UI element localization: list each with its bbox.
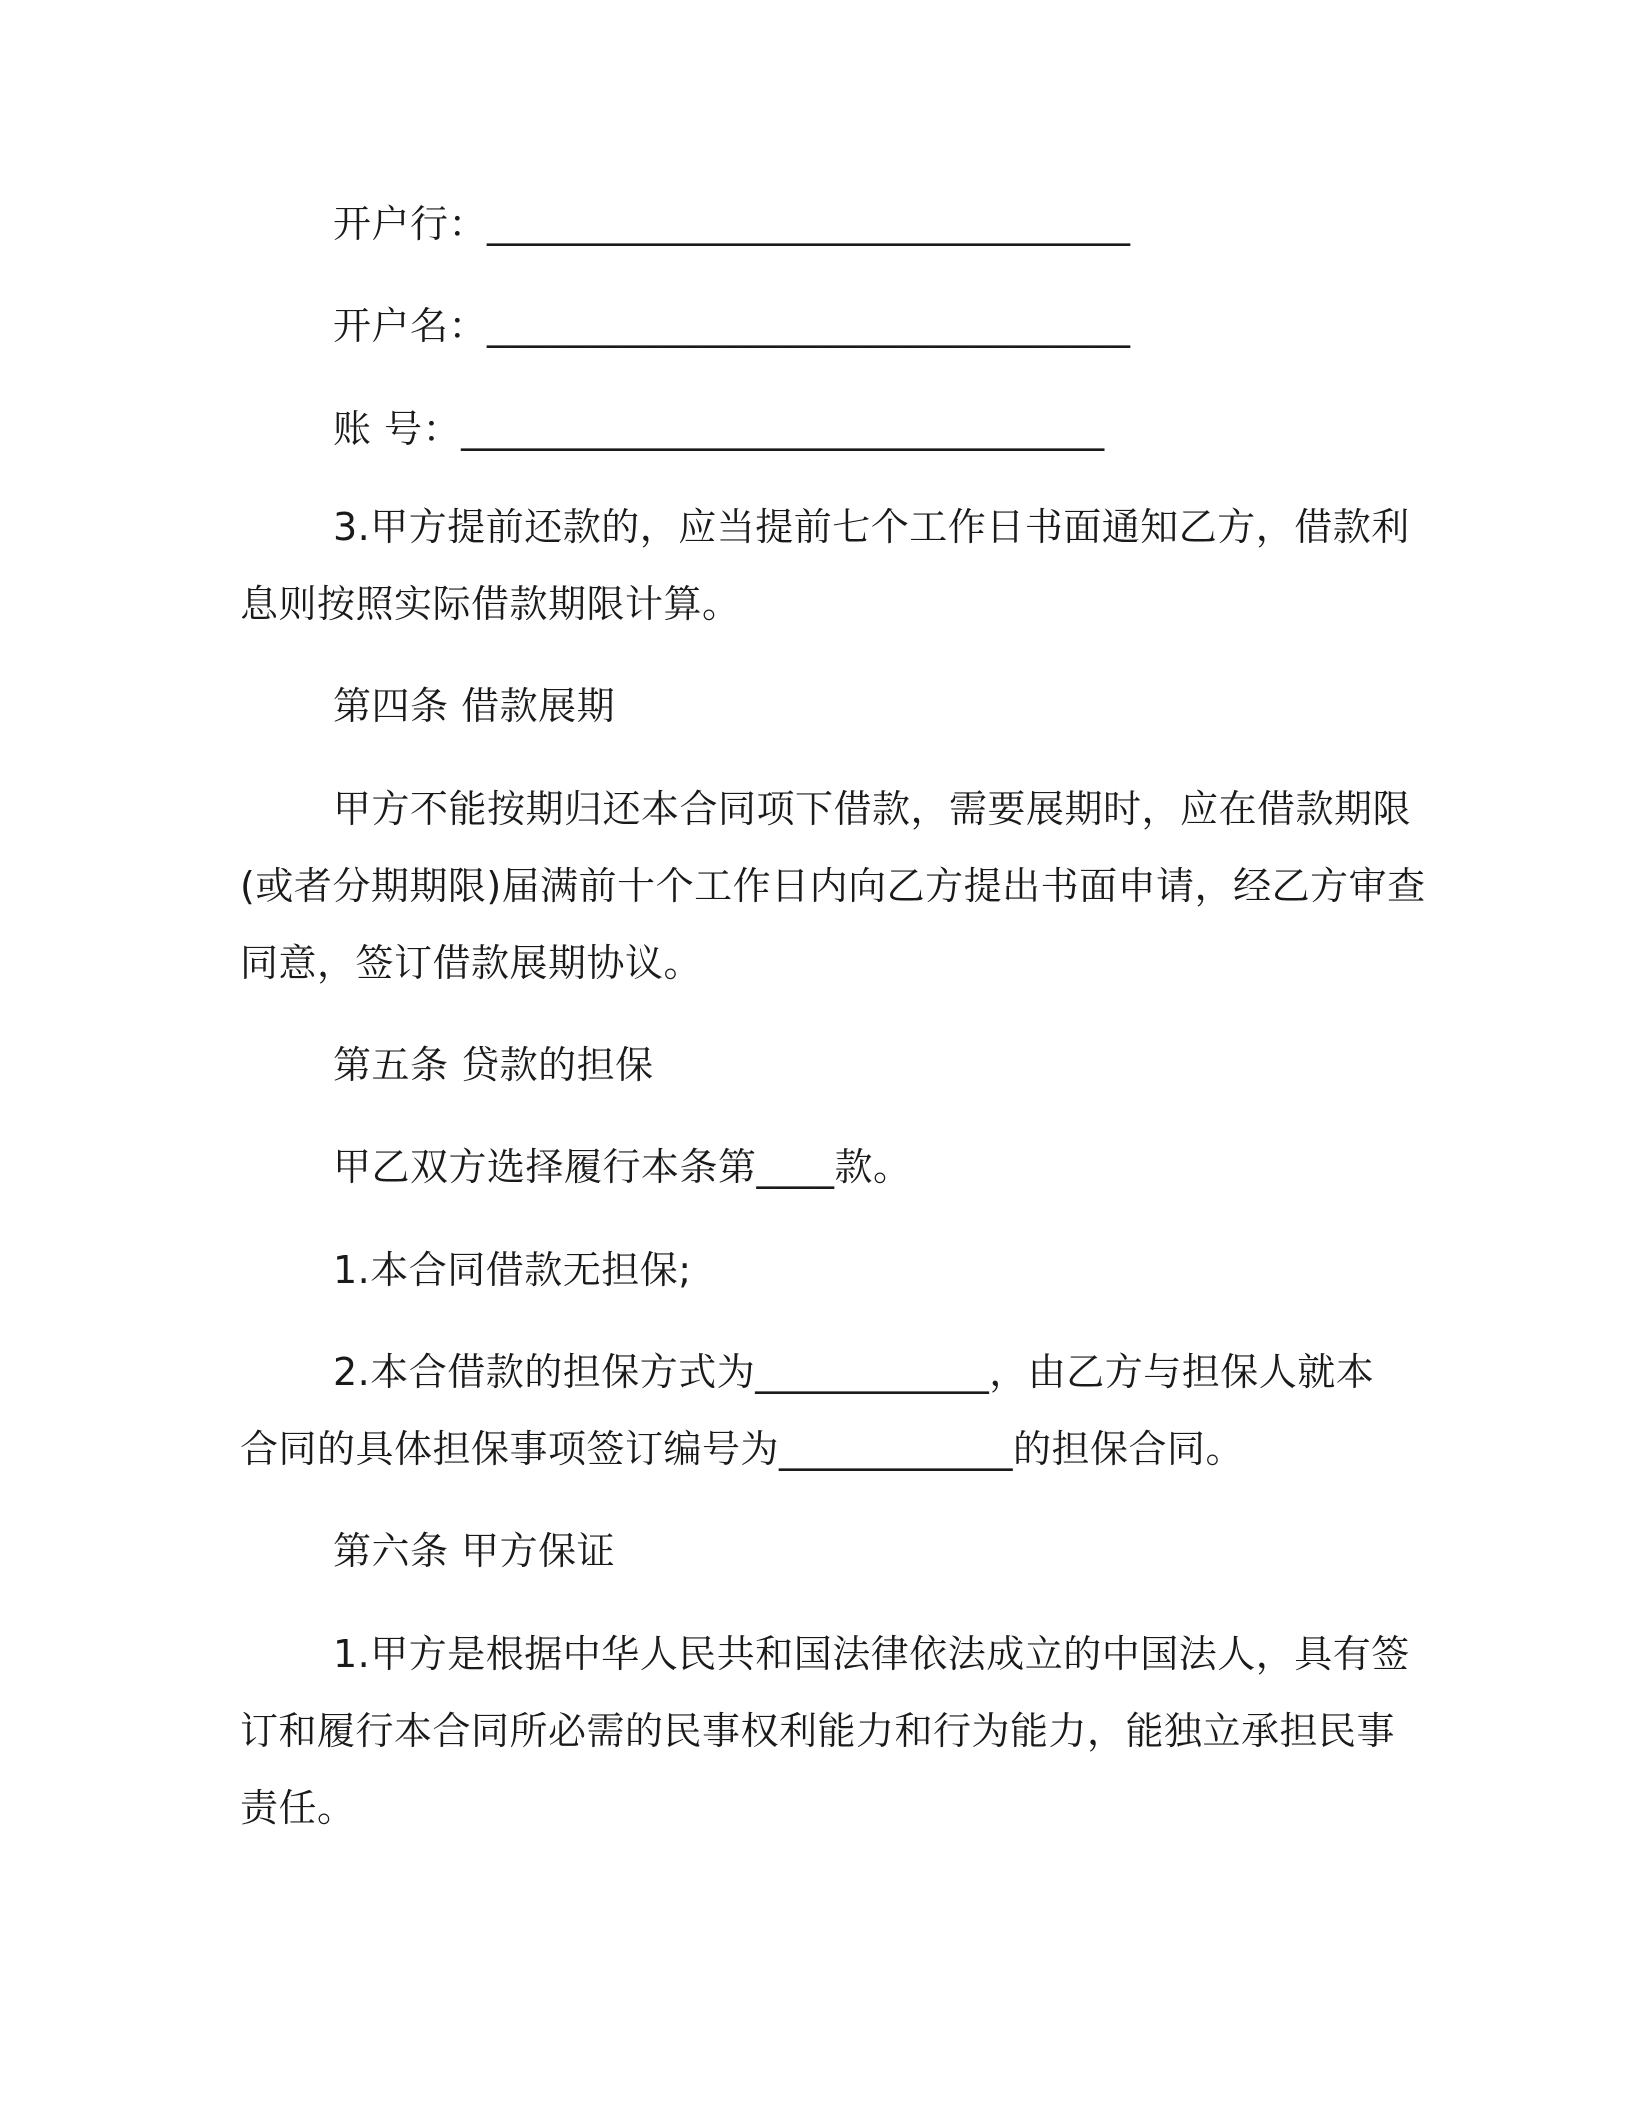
article6-item1-line3: 责任。 [240, 1786, 356, 1830]
account-name-field: 开户名：_________________________________ [333, 304, 1131, 348]
article5-choice: 甲乙双方选择履行本条第____款。 [333, 1145, 912, 1189]
clause3-line1: 3.甲方提前还款的，应当提前七个工作日书面通知乙方，借款利 [333, 505, 1410, 549]
article6-item1-line2: 订和履行本合同所必需的民事权利能力和行为能力，能独立承担民事 [240, 1709, 1396, 1753]
clause3-line2: 息则按照实际借款期限计算。 [240, 582, 741, 626]
article5-option1: 1.本合同借款无担保; [333, 1248, 692, 1292]
article4-line2: (或者分期期限)届满前十个工作日内向乙方提出书面申请，经乙方审查 [240, 864, 1426, 908]
bank-field: 开户行：_________________________________ [333, 202, 1131, 246]
article5-option2-line1: 2.本合借款的担保方式为____________，由乙方与担保人就本 [333, 1350, 1375, 1394]
article6-heading: 第六条 甲方保证 [333, 1529, 616, 1573]
article6-item1-line1: 1.甲方是根据中华人民共和国法律依法成立的中国法人，具有签 [333, 1632, 1410, 1676]
article4-line3: 同意，签订借款展期协议。 [240, 941, 703, 985]
article5-heading: 第五条 贷款的担保 [333, 1043, 654, 1087]
article4-heading: 第四条 借款展期 [333, 684, 616, 728]
article4-line1: 甲方不能按期归还本合同项下借款，需要展期时，应在借款期限 [333, 787, 1412, 831]
article5-option2-line2: 合同的具体担保事项签订编号为____________的担保合同。 [240, 1427, 1245, 1471]
account-number-field: 账 号：_________________________________ [333, 407, 1105, 451]
